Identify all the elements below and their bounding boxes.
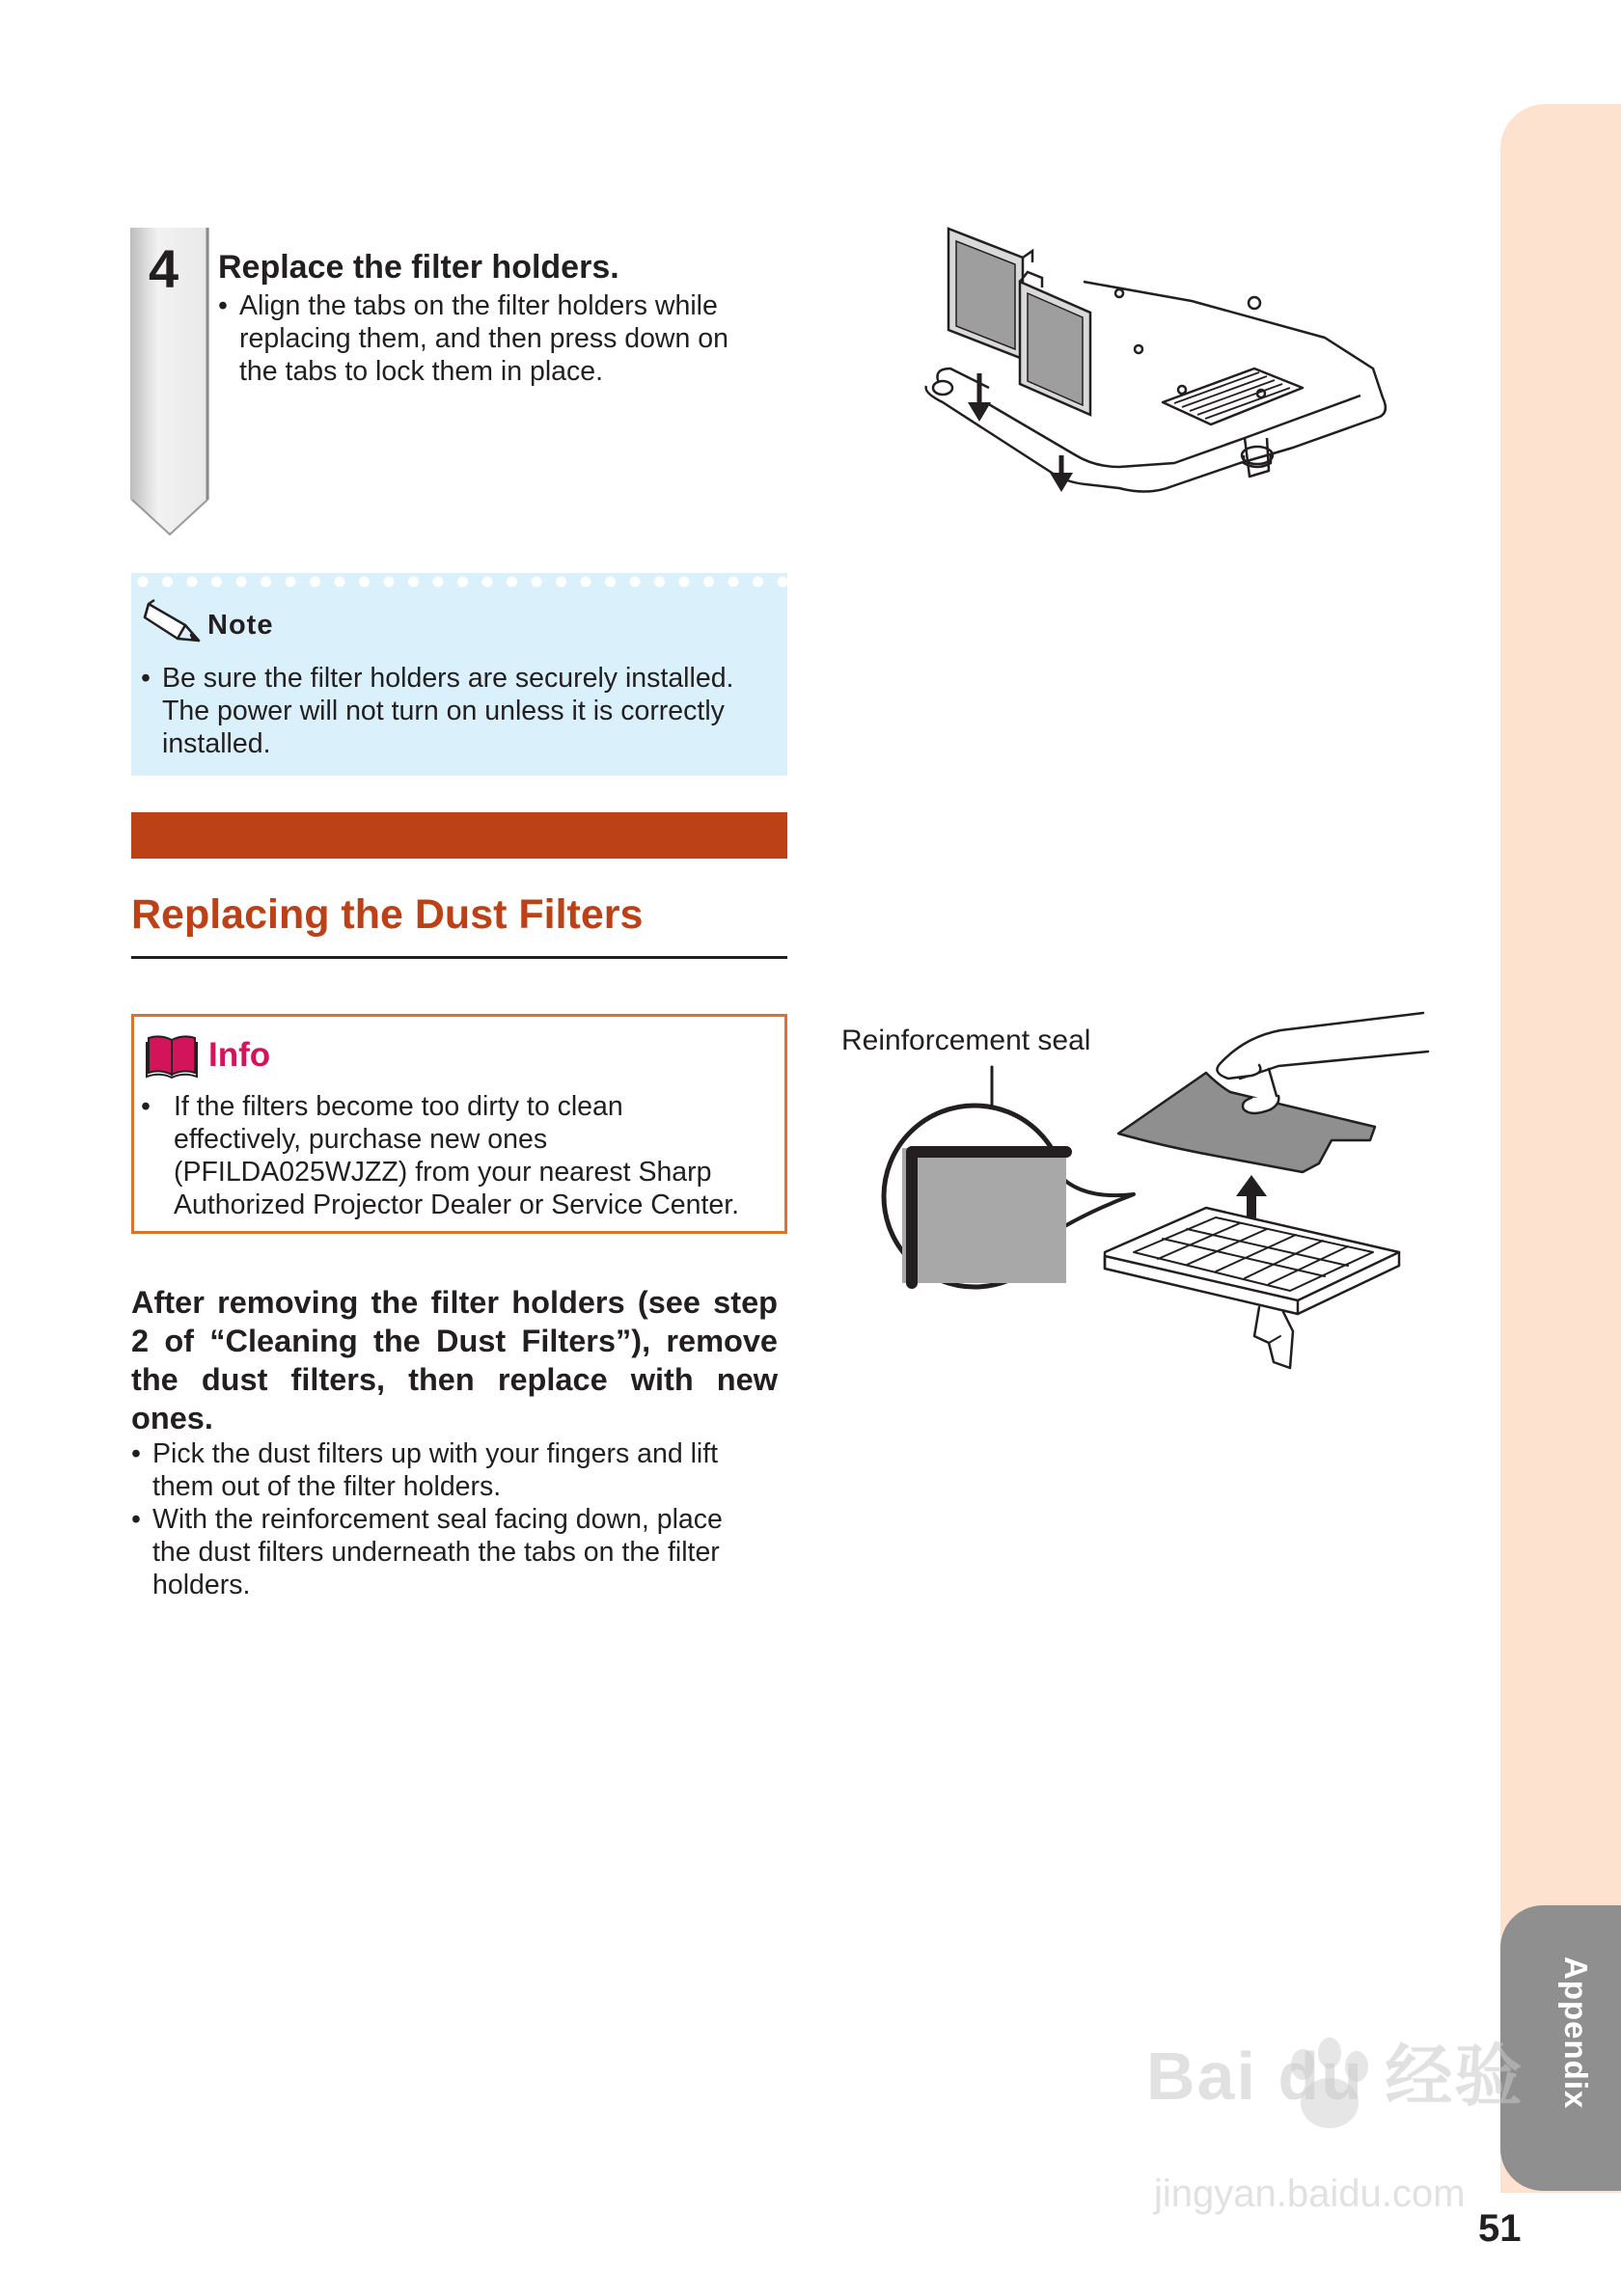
instruction-heading: After removing the filter holders (see step 2 of “Cleaning the Dust Filters”), remove the dust filters, then replace with new ones. [131, 1285, 778, 1435]
bullet-mark: • [131, 1504, 141, 1535]
filter-holder-illustration [921, 224, 1389, 533]
step-body [218, 289, 792, 388]
instruction-body [131, 1437, 778, 1601]
bullet-mark: • [141, 663, 151, 694]
info-body [141, 1090, 778, 1221]
note-edge-dot [359, 577, 370, 588]
note-edge-dot [753, 577, 763, 588]
note-edge-dot [310, 577, 320, 588]
note-line: installed. [162, 728, 271, 759]
dust-filter-illustration [873, 1003, 1433, 1408]
pencil-icon [143, 596, 205, 648]
note-edge-dot [605, 577, 616, 588]
note-edge-dot [162, 577, 173, 588]
note-edge-dot [261, 577, 271, 588]
note-edge-dot [654, 577, 665, 588]
note-body [141, 662, 768, 760]
note-edge-dot [703, 577, 714, 588]
section-rule [131, 956, 787, 959]
note-line: Be sure the filter holders are securely installed. [162, 663, 734, 694]
page-number: 51 [1478, 2207, 1522, 2250]
info-line: Authorized Projector Dealer or Service Center. [174, 1189, 740, 1220]
note-edge-dot [286, 577, 296, 588]
step-bullet [218, 289, 792, 388]
note-edge-dot [507, 577, 517, 588]
info-title: Info [208, 1036, 271, 1074]
bullet-mark: • [141, 1091, 151, 1122]
note-title: Note [207, 610, 274, 641]
watermark-text: Bai du 经验 [1146, 2038, 1525, 2114]
side-tab [1500, 104, 1621, 2193]
note-edge-dot [482, 577, 493, 588]
note-edge-dot [384, 577, 395, 588]
note-edge-dot [408, 577, 419, 588]
section-heading: Replacing the Dust Filters [131, 891, 644, 938]
note-line: The power will not turn on unless it is correctly [162, 696, 725, 726]
instruction-bullet [131, 1437, 778, 1503]
info-line: effectively, purchase new ones [174, 1124, 548, 1155]
instruction-line: Pick the dust filters up with your fingers and lift [152, 1438, 719, 1469]
note-bullet [141, 662, 768, 760]
figure-label: Reinforcement seal [841, 1025, 1091, 1056]
note-edge-dot [457, 577, 468, 588]
section-bar [131, 812, 787, 859]
note-edge-dot [187, 577, 198, 588]
note-edge-dot [581, 577, 591, 588]
note-edge-dot [532, 577, 542, 588]
note-edge-dot [236, 577, 247, 588]
info-line: If the filters become too dirty to clean [174, 1091, 623, 1122]
note-edge-dot [630, 577, 641, 588]
book-icon [145, 1032, 199, 1079]
instruction-bullet [131, 1503, 778, 1601]
note-edge-dot [728, 577, 739, 588]
bullet-mark: • [218, 290, 228, 321]
instruction-line: holders. [152, 1570, 251, 1600]
step-bullet-line: Align the tabs on the filter holders while [239, 290, 718, 321]
step-bullet-line: replacing them, and then press down on [239, 323, 728, 354]
note-edge-dot [433, 577, 444, 588]
info-line: (PFILDA025WJZZ) from your nearest Sharp [174, 1157, 712, 1188]
step-number: 4 [149, 238, 179, 299]
note-edge-dot [211, 577, 222, 588]
info-bullet [141, 1090, 778, 1221]
instruction-line: With the reinforcement seal facing down, place [152, 1504, 723, 1535]
note-edge-dot [679, 577, 690, 588]
note-edge-dot [556, 577, 566, 588]
step-bullet-line: the tabs to lock them in place. [239, 356, 604, 387]
note-edge-dot [778, 577, 788, 588]
note-edge-dot [335, 577, 345, 588]
note-dotted-edge [131, 573, 787, 592]
note-edge-dot [138, 577, 149, 588]
instruction-line: them out of the filter holders. [152, 1471, 502, 1502]
bullet-mark: • [131, 1438, 141, 1469]
appendix-tab-label: Appendix [1558, 1956, 1594, 2110]
instruction-line: the dust filters underneath the tabs on the filter [152, 1537, 720, 1568]
step-title: Replace the filter holders. [218, 249, 619, 286]
watermark-url: jingyan.baidu.com [1154, 2173, 1466, 2215]
